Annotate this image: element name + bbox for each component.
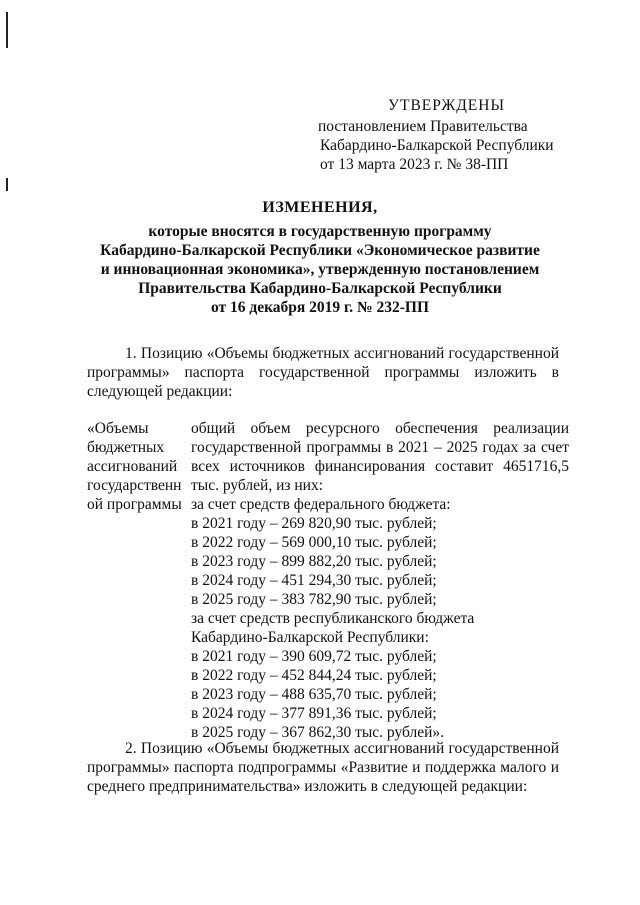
position-label-cell [87, 419, 182, 514]
regional-budget-entry: в 2023 году – 488 635,70 тыс. рублей; [191, 686, 437, 703]
regional-budget-entry: в 2021 году – 390 609,72 тыс. рублей; [191, 648, 437, 665]
approval-line: постановлением Правительства [318, 118, 528, 135]
title-subline: Кабардино-Балкарской Республики «Экономическое развитие [100, 242, 540, 259]
title-subline: от 16 декабря 2019 г. № 232-ПП [210, 299, 430, 316]
approval-line: Кабардино-Балкарской Республики [320, 137, 554, 154]
federal-budget-entry: в 2024 году – 451 294,30 тыс. рублей; [191, 572, 437, 589]
title-subline: которые вносятся в государственную программу [148, 223, 492, 240]
approval-heading: УТВЕРЖДЕНЫ [388, 97, 505, 114]
scan-edge-mark [6, 12, 8, 48]
budget-summary: общий объем ресурсного обеспечения реализации государственной программы в 2021 – 2025 годах за счет всех источников финансирования составит 4651716,5 тыс. рублей, из них: [191, 420, 569, 494]
federal-budget-entry: в 2022 году – 569 000,10 тыс. рублей; [191, 534, 437, 551]
regional-budget-entry: в 2024 году – 377 891,36 тыс. рублей; [191, 705, 437, 722]
position-label-line: «Объемы [87, 420, 149, 437]
position-label-line: ой программы [87, 496, 182, 513]
scan-edge-mark [6, 178, 8, 191]
federal-budget-heading: за счет средств федерального бюджета: [191, 496, 451, 513]
regional-budget-entry: в 2022 году – 452 844,24 тыс. рублей; [191, 667, 437, 684]
position-label-line: ассигнований [87, 458, 178, 475]
position-value-cell [191, 419, 569, 742]
federal-budget-entry: в 2025 году – 383 782,90 тыс. рублей; [191, 591, 437, 608]
federal-budget-entry: в 2021 году – 269 820,90 тыс. рублей; [191, 515, 437, 532]
approval-date-line: от 13 марта 2023 г. № 38-ПП [320, 156, 509, 173]
position-label-line: бюджетных [87, 439, 165, 456]
paragraph-1: 1. Позицию «Объемы бюджетных ассигнований государственной программы» паспорта государственной программы изложить в следующей редакции: [87, 345, 559, 400]
title-subline: Правительства Кабардино-Балкарской Республики [138, 280, 502, 297]
title-subline: и инновационная экономика», утвержденную постановлением [100, 261, 540, 278]
document-title: ИЗМЕНЕНИЯ, [262, 199, 378, 216]
paragraph-2: 2. Позицию «Объемы бюджетных ассигнований государственной программы» паспорта подпрограммы «Развитие и поддержка малого и среднего предпринимательства» изложить в следующей редакции: [87, 740, 559, 795]
regional-budget-heading: Кабардино-Балкарской Республики: [191, 629, 429, 646]
position-label-line: государственн [87, 477, 182, 494]
regional-budget-entry: в 2025 году – 367 862,30 тыс. рублей». [191, 724, 445, 741]
approval-stamp [318, 96, 618, 174]
federal-budget-entry: в 2023 году – 899 882,20 тыс. рублей; [191, 553, 437, 570]
document-title-block [60, 198, 580, 317]
regional-budget-heading: за счет средств республиканского бюджета [191, 610, 475, 627]
